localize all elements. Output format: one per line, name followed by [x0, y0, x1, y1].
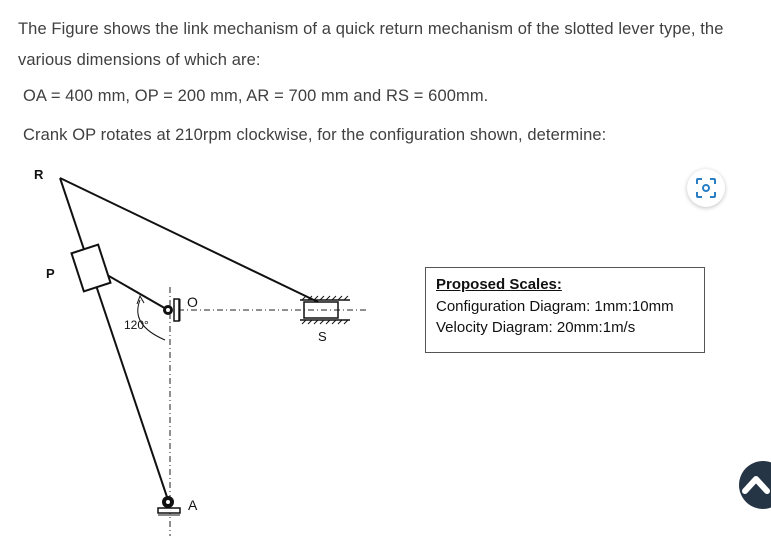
- pivot-A: [158, 496, 180, 515]
- problem-dimensions: OA = 400 mm, OP = 200 mm, AR = 700 mm and RS = 600mm.: [23, 87, 489, 105]
- label-R: R: [34, 167, 44, 182]
- problem-task: Crank OP rotates at 210rpm clockwise, for the configuration shown, determine:: [23, 126, 607, 144]
- slider-block-P: [72, 245, 111, 292]
- angle-label: 120°: [124, 318, 149, 332]
- scan-button[interactable]: [687, 169, 725, 207]
- config-scale: Configuration Diagram: 1mm:10mm: [436, 297, 674, 315]
- scales-title: Proposed Scales:: [436, 276, 562, 293]
- slotted-lever-RA: [60, 178, 168, 500]
- label-A: A: [188, 497, 198, 513]
- problem-intro: The Figure shows the link mechanism of a quick return mechanism of the slotted lever type, the various dimensions of which are:: [18, 20, 724, 69]
- scan-icon: [695, 177, 717, 199]
- angle-arrow: [137, 296, 144, 304]
- label-P: P: [46, 266, 55, 281]
- label-S: S: [318, 329, 327, 344]
- scroll-up-button[interactable]: [739, 461, 771, 509]
- chevron-up-icon: [739, 461, 771, 509]
- proposed-scales-box: [425, 267, 705, 353]
- pivot-O: [163, 299, 180, 321]
- velocity-scale: Velocity Diagram: 20mm:1m/s: [436, 319, 636, 336]
- label-O: O: [187, 294, 198, 310]
